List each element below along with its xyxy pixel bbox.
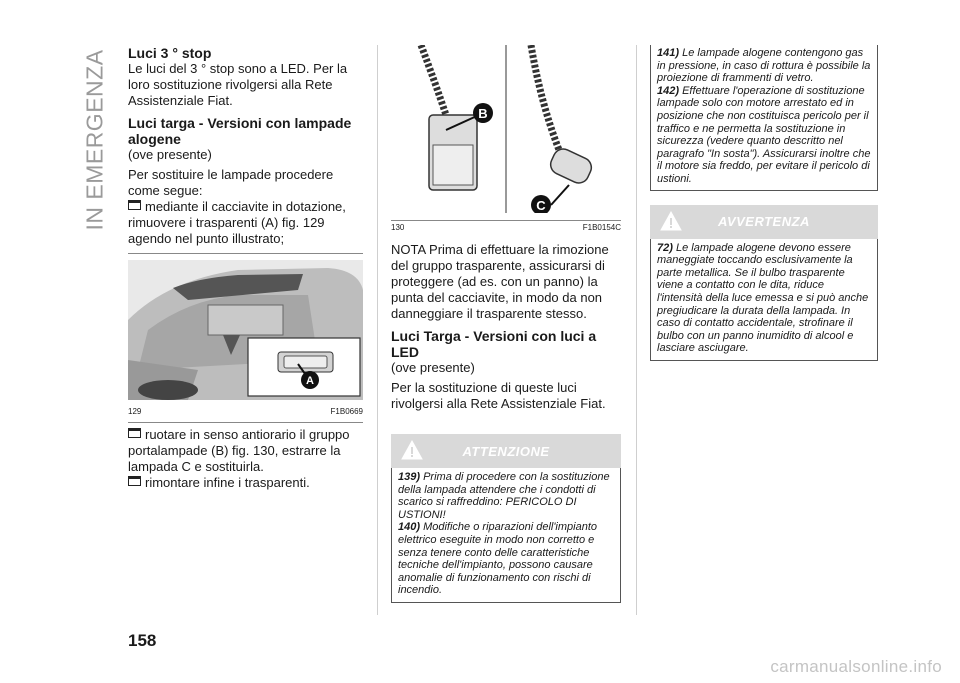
figure-number: 129	[128, 407, 142, 416]
car-rear-illustration	[128, 260, 363, 400]
warning-item-139: 139) Prima di procedere con la sostituzione della lampada attendere che i condotti di scarico si raffreddino: PERICOLO DI USTIONI!	[398, 471, 610, 521]
heading-plate-led: Luci Targa - Versioni con luci a LED	[391, 328, 597, 360]
watermark: carmanualsonline.info	[770, 657, 942, 676]
warning-title: AVVERTENZA	[718, 214, 810, 230]
heading-plate-halogen: Luci targa - Versioni con lampade alogene	[128, 115, 352, 147]
figure-code: F1B0154C	[582, 223, 621, 232]
warning-header	[650, 205, 878, 239]
paragraph-third-stop: Le luci del 3 ° stop sono a LED. Per la loro sostituzione rivolgersi alla Rete Assistenziale Fiat.	[128, 61, 348, 108]
figure-129	[128, 253, 363, 416]
column-2	[391, 45, 621, 603]
warning-attenzione	[391, 434, 621, 603]
warning-item-72: 72) Le lampade alogene devono essere maneggiate toccando esclusivamente la parte metallica. Se il bulbo trasparente viene a contatto con le dita, riduce l'intensità della luce emessa e si può anche pregiudicare la durata della lampada. In caso di contatto accidentale, strofinare il bulbo con un panno inumidito di alcool e lasciare asciugare.	[657, 241, 869, 355]
warning-item-142: 142) Effettuare l'operazione di sostituzione lampade solo con motore arrestato ed in posizione che non costituisca pericolo per il traffico e ne permetta la sostituzione in sicurezza (vedere quanto descritto nel paragrafo "In sosta"). Assicurarsi inoltre che il motore sia freddo, per evitare il pericolo di ustioni.	[657, 84, 871, 185]
bullet-icon	[128, 430, 141, 438]
heading-third-stop: Luci 3 ° stop	[128, 45, 212, 61]
column-1	[128, 45, 363, 491]
paragraph-if-present: (ove presente)	[128, 147, 212, 162]
warning-item-141: 141) Le lampade alogene contengono gas in pressione, in caso di rottura è possibile la proiezione di frammenti di vetro.	[657, 47, 871, 85]
figure-label-a: A	[306, 375, 314, 387]
paragraph-if-present: (ove presente)	[391, 360, 475, 375]
figure-code: F1B0669	[330, 407, 363, 416]
figure-label-c: C	[536, 198, 546, 213]
warning-header	[391, 434, 621, 468]
paragraph-led: Per la sostituzione di queste luci rivolgersi alla Rete Assistenziale Fiat.	[391, 380, 606, 411]
warning-body	[650, 239, 878, 361]
warning-item-140: 140) Modifiche o riparazioni dell'impianto elettrico eseguite in modo non corretto e senza tenere conto delle caratteristiche tecniche dell'impianto, possono causare anomalie di funzionamento con rischi di incendio.	[398, 521, 598, 597]
column-divider	[377, 45, 378, 615]
figure-number: 130	[391, 223, 405, 232]
note-paragraph: NOTA Prima di effettuare la rimozione del gruppo trasparente, assicurarsi di proteggere (ad es. con un panno) la punta del cacciavite, in modo da non danneggiare il trasparente stesso.	[391, 242, 609, 321]
bullet-icon	[128, 478, 141, 486]
bullet-icon	[128, 202, 141, 210]
page-number: 158	[128, 631, 157, 650]
paragraph-procedure: Per sostituire le lampade procedere come segue:	[128, 167, 334, 198]
warning-triangle-icon	[401, 440, 423, 460]
warning-title: ATTENZIONE	[462, 443, 550, 459]
bullet-step-3: rimontare infine i trasparenti.	[128, 475, 363, 491]
section-title: IN EMERGENZA	[81, 49, 108, 231]
column-3	[650, 45, 878, 361]
warning-avvertenza	[650, 205, 878, 361]
bullet-step-2: ruotare in senso antiorario il gruppo portalampade (B) fig. 130, estrarre la lampada C e sostituirla.	[128, 422, 363, 475]
figure-130	[391, 45, 621, 232]
warning-continued	[650, 45, 878, 191]
bullet-step-1: mediante il cacciavite in dotazione, rimuovere i trasparenti (A) fig. 129 agendo nel punto illustrato;	[128, 199, 346, 246]
warning-triangle-icon	[660, 211, 682, 231]
lamp-holder-illustration	[391, 45, 621, 213]
figure-label-b: B	[478, 106, 488, 121]
column-divider	[636, 45, 637, 615]
warning-body	[391, 468, 621, 603]
